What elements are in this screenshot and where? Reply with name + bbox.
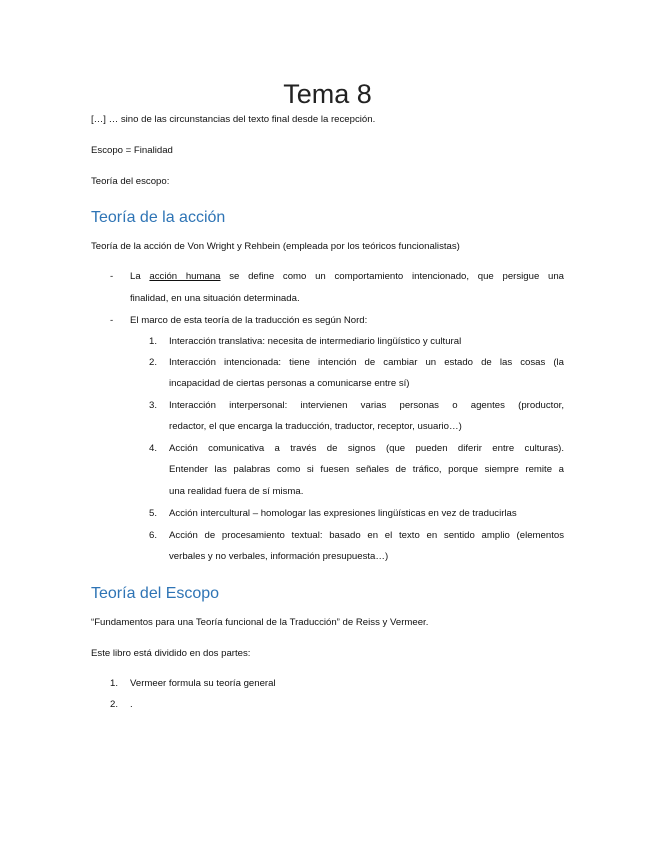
list-number: 2. (149, 357, 158, 368)
part-2-text: . (130, 699, 133, 710)
list-item-2-line-1: Interacción intencionada: tiene intención de cambiar un estado de las cosas (la (169, 357, 564, 368)
section1-intro: Teoría de la acción de Von Wright y Rehbein (empleada por los teóricos funcionalistas) (91, 241, 460, 252)
list-item-4-line-2: Entender las palabras como si fuesen señales de tráfico, porque siempre remite a (169, 464, 564, 475)
list-item-1-line-1: Interacción translativa: necesita de intermediario lingüístico y cultural (169, 336, 462, 347)
part-1-text: Vermeer formula su teoría general (130, 678, 276, 689)
list-item-4-line-3: una realidad fuera de sí misma. (169, 486, 304, 497)
list-number: 6. (149, 530, 158, 541)
bullet-1-line-1 (130, 270, 564, 283)
list-number: 1. (110, 678, 119, 689)
parts-intro: Este libro está dividido en dos partes: (91, 648, 251, 659)
list-item-3-line-1: Interacción interpersonal: intervienen varias personas o agentes (productor, (169, 400, 564, 411)
list-number: 1. (149, 336, 158, 347)
bullet-1-rest: se define como un comportamiento intencionado, que persigue una (229, 271, 565, 282)
list-number: 3. (149, 400, 158, 411)
list-number: 2. (110, 699, 119, 710)
section-heading-teoria-escopo: Teoría del Escopo (91, 585, 220, 602)
bullet-2-text: El marco de esta teoría de la traducción es según Nord: (130, 315, 368, 326)
accion-humana-term: acción humana (149, 271, 221, 282)
bullet-1-line-2: finalidad, en una situación determinada. (130, 293, 300, 304)
list-number: 5. (149, 508, 158, 519)
bullet-marker: - (110, 315, 114, 326)
book-reference: “Fundamentos para una Teoría funcional de la Traducción” de Reiss y Vermeer. (91, 617, 429, 628)
list-item-4-line-1: Acción comunicativa a través de signos (que pueden diferir entre culturas). (169, 443, 564, 454)
list-item-6-line-1: Acción de procesamiento textual: basado en el texto en sentido amplio (elementos (169, 530, 564, 541)
page-title: Tema 8 (283, 79, 372, 109)
teoria-escopo-label: Teoría del escopo: (91, 176, 170, 187)
intro-text: […] … sino de las circunstancias del texto final desde la recepción. (91, 114, 376, 125)
bullet-1-prefix: La (130, 271, 141, 282)
list-item-6-line-2: verbales y no verbales, información presupuesta…) (169, 551, 389, 562)
escopo-line: Escopo = Finalidad (91, 145, 173, 156)
section-heading-teoria-accion: Teoría de la acción (91, 209, 226, 226)
list-item-5-line-1: Acción intercultural – homologar las expresiones lingüísticas en vez de traducirlas (169, 508, 517, 519)
list-item-2-line-2: incapacidad de ciertas personas a comunicarse entre sí) (169, 378, 410, 389)
list-item-3-line-2: redactor, el que encarga la traducción, traductor, receptor, usuario…) (169, 421, 462, 432)
list-number: 4. (149, 443, 158, 454)
bullet-marker: - (110, 271, 114, 282)
